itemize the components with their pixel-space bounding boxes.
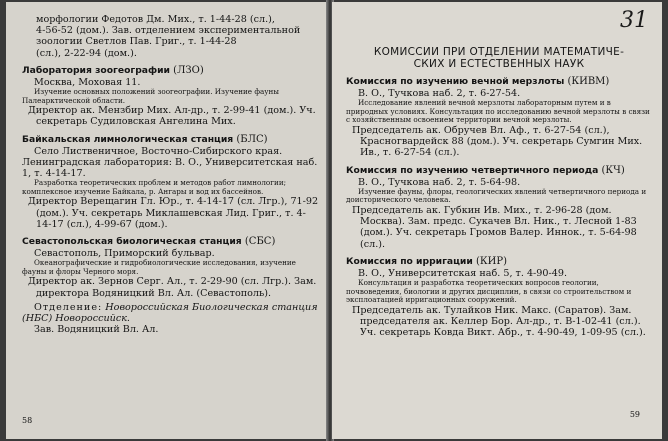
section-address: Москва, Моховая 11.	[34, 76, 141, 88]
page-title: КОМИССИИ ПРИ ОТДЕЛЕНИИ МАТЕМАТИЧЕ-	[373, 46, 625, 58]
intro-line: (сл.), 2-22-94 (дом.).	[36, 47, 137, 59]
section-entry: Председатель ак. Обручев Вл. Аф., т. 6-27-54 (сл.), Красногвардейск 88 (дом.). Уч. секретарь Сумгин Мих. Ив., т. 6-27-54 (сл.).	[352, 124, 643, 159]
section-entry: Директор ак. Зернов Серг. Ал., т. 2-29-90 (сл. Лгр.). Зам. директора Водяницкий Вл. Ал. (Севастополь).	[28, 276, 317, 299]
left-column	[22, 14, 320, 335]
section-heading: Байкальская лимнологическая станция (БЛС)	[22, 133, 268, 145]
section-entry: Председатель ак. Тулайков Ник. Макс. (Саратов). Зам. председателя ак. Келлер Бор. Ал-др., т. В-1-02-41 (сл.). Уч. секретарь Ковда Викт. Абр., т. 4-90-49, 1-09-95 (сл.).	[352, 304, 646, 339]
intro-line: 4-56-52 (дом.). Зав. отделением экспериментальной зоологии Светлов Пав. Григ., т. 1-44-28	[36, 25, 301, 48]
page-number-left: 58	[22, 416, 33, 425]
right-column	[346, 46, 652, 338]
section-address: Село Лиственичное, Восточно-Сибирского края. Ленинградская лаборатория: В. О., Университетская наб. 1, т. 4-14-17.	[22, 145, 318, 180]
branch-line: Отделение: Новороссийская Биологическая станция (НБС) Новороссийск.	[22, 301, 318, 325]
section-description: Разработка теоретических проблем и методов работ лимнологии; комплексное изучение Байкала, р. Ангары и вод их бассейнов.	[22, 178, 287, 196]
section-heading: Комиссия по ирригации (КИР)	[346, 255, 507, 267]
section-heading: Комиссия по изучению четвертичного периода (КЧ)	[346, 164, 625, 176]
section-description: Изучение фауны, флоры, геологических явлений четвертичного периода и доисторического человека.	[346, 186, 647, 205]
page-number-right: 59	[629, 410, 640, 419]
section-heading: Севастопольская биологическая станция (СБС)	[22, 236, 276, 248]
section-address: В. О., Тучкова наб. 2, т. 6-27-54.	[358, 88, 521, 99]
section-entry: Директор Верещагин Гл. Юр., т. 4-14-17 (сл. Лгр.), 71-92 (дом.). Уч. секретарь Миклашевская Лид. Григ., т. 4-14-17 (сл.), 4-99-67 (дом.).	[28, 196, 319, 230]
section-description: Океанографические и гидробиологические исследования, изучение фауны и флоры Черного моря.	[22, 258, 296, 276]
section-description: Исследование явлений вечной мерзлоты лабораторным путем и в природных условиях. Консультация по исследованию вечной мерзлоты в связи с хозяйственным освоением территории вечной мерзлоты.	[346, 98, 650, 125]
branch-head: Зав. Водяницкий Вл. Ал.	[34, 324, 159, 336]
right-page	[332, 2, 662, 439]
section-description: Консультация и разработка теоретических вопросов геологии, почвоведения, биологии и других дисциплин, в связи со строительством и эксплоатацией ирригационных сооружений.	[346, 278, 632, 305]
section-description: Изучение основных положений зоогеографии. Изучение фауны Палеарктической области.	[22, 87, 279, 105]
section-address: В. О., Университетская наб. 5, т. 4-90-49.	[358, 267, 568, 279]
handwritten-page-number: 31	[620, 8, 648, 33]
section-heading: Комиссия по изучению вечной мерзлоты (КИВМ)	[346, 76, 610, 87]
section-entry: Председатель ак. Губкин Ив. Мих., т. 2-96-28 (дом. Москва). Зам. предс. Сукачев Вл. Ник., т. Лесной 1-83 (дом.). Уч. секретарь Громов Валер. Иннок., т. 5-64-98 (сл.).	[352, 204, 637, 250]
section-entry: Директор ак. Мензбир Мих. Ал-др., т. 2-99-41 (дом.). Уч. секретарь Судиловская Ангелина Мих.	[28, 105, 316, 128]
section-heading: Лаборатория зоогеографии (ЛЗО)	[22, 64, 204, 76]
left-page	[6, 2, 328, 439]
page-title-line2: СКИХ И ЕСТЕСТВЕННЫХ НАУК	[413, 58, 585, 70]
section-address: Севастополь, Приморский бульвар.	[34, 248, 215, 260]
intro-line: морфологии Федотов Дм. Мих., т. 1-44-28 (сл.),	[36, 14, 275, 25]
section-address: В. О., Тучкова наб. 2, т. 5-64-98.	[358, 176, 521, 188]
